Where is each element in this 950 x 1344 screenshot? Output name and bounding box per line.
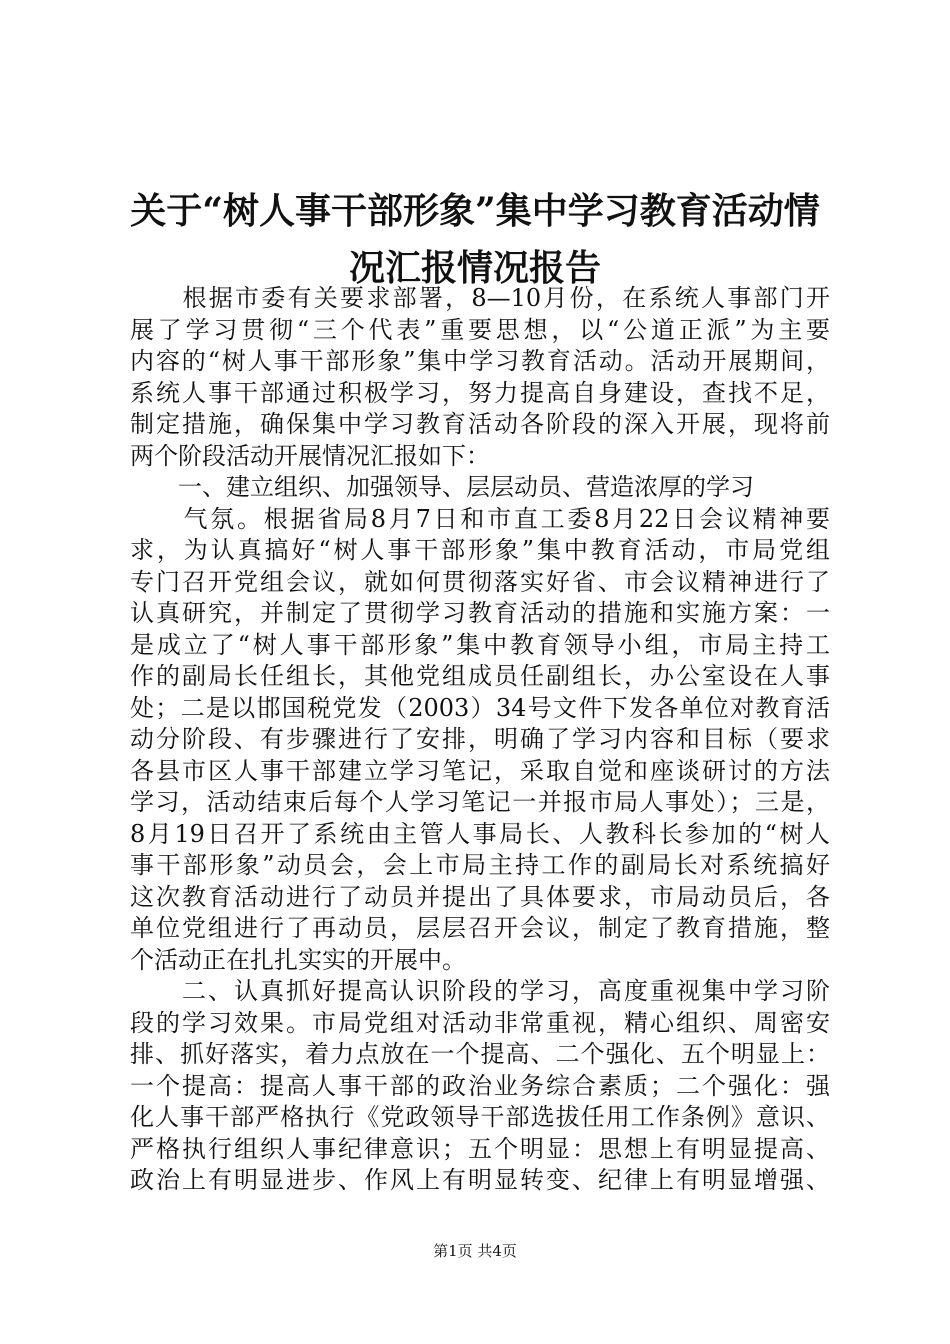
paragraph-line: 一、建立组织、加强领导、层层动员、营造浓厚的学习 (130, 473, 754, 501)
paragraph-line: 学习，活动结束后每个人学习笔记一并报市局人事处）；三是， (130, 788, 830, 816)
paragraph-line: 处；二是以邯国税党发（2003）34号文件下发各单位对教育活 (130, 693, 830, 722)
paragraph-line: 8月19日召开了系统由主管人事局长、人教科长参加的“树人 (130, 819, 830, 848)
paragraph-line: 根据市委有关要求部署，8—10月份，在系统人事部门开 (130, 284, 830, 312)
paragraph-line: 气氛。根据省局8月7日和市直工委8月22日会议精神要 (130, 504, 830, 533)
document-title-line-1: 关于“树人事干部形象”集中学习教育活动情 (130, 190, 820, 232)
paragraph-line: 认真研究，并制定了贯彻学习教育活动的措施和实施方案：一 (130, 599, 830, 627)
page-footer: 第1页 共4页 (433, 1242, 517, 1260)
document-body (130, 283, 830, 1197)
paragraph-line: 内容的“树人事干部形象”集中学习教育活动。活动开展期间， (130, 347, 830, 375)
paragraph-line: 事干部形象”动员会，会上市局主持工作的副局长对系统搞好 (130, 851, 830, 879)
paragraph-line: 动分阶段、有步骤进行了安排，明确了学习内容和目标（要求 (130, 725, 830, 753)
paragraph-line: 系统人事干部通过积极学习，努力提高自身建设，查找不足， (130, 378, 830, 407)
paragraph-line: 展了学习贯彻“三个代表”重要思想，以“公道正派”为主要 (130, 315, 830, 344)
paragraph-line: 作的副局长任组长，其他党组成员任副组长，办公室设在人事 (130, 662, 830, 690)
document-title-line-2: 况汇报情况报告 (348, 247, 601, 289)
paragraph-line: 是成立了“树人事干部形象”集中教育领导小组，市局主持工 (130, 630, 830, 659)
paragraph-line: 单位党组进行了再动员，层层召开会议，制定了教育措施，整 (130, 914, 830, 942)
paragraph-line: 个活动正在扎扎实实的开展中。 (130, 945, 466, 974)
paragraph-line: 求，为认真搞好“树人事干部形象”集中教育活动，市局党组 (130, 536, 830, 564)
paragraph-line: 化人事干部严格执行《党政领导干部选拔任用工作条例》意识、 (130, 1103, 830, 1131)
paragraph-line: 严格执行组织人事纪律意识；五个明显：思想上有明显提高、 (130, 1134, 830, 1163)
paragraph-line: 专门召开党组会议，就如何贯彻落实好省、市会议精神进行了 (130, 567, 830, 596)
paragraph-line: 政治上有明显进步、作风上有明显转变、纪律上有明显增强、 (130, 1166, 830, 1194)
paragraph-line: 两个阶段活动开展情况汇报如下： (130, 441, 490, 470)
paragraph-line: 排、抓好落实，着力点放在一个提高、二个强化、五个明显上： (130, 1040, 830, 1068)
paragraph-line: 制定措施，确保集中学习教育活动各阶段的深入开展，现将前 (130, 410, 830, 438)
paragraph-line: 一个提高：提高人事干部的政治业务综合素质；二个强化：强 (130, 1071, 830, 1100)
paragraph-line: 二、认真抓好提高认识阶段的学习，高度重视集中学习阶 (130, 977, 830, 1005)
paragraph-line: 段的学习效果。市局党组对活动非常重视，精心组织、周密安 (130, 1008, 830, 1037)
paragraph-line: 各县市区人事干部建立学习笔记，采取自觉和座谈研讨的方法 (130, 756, 830, 785)
paragraph-line: 这次教育活动进行了动员并提出了具体要求，市局动员后，各 (130, 882, 830, 911)
